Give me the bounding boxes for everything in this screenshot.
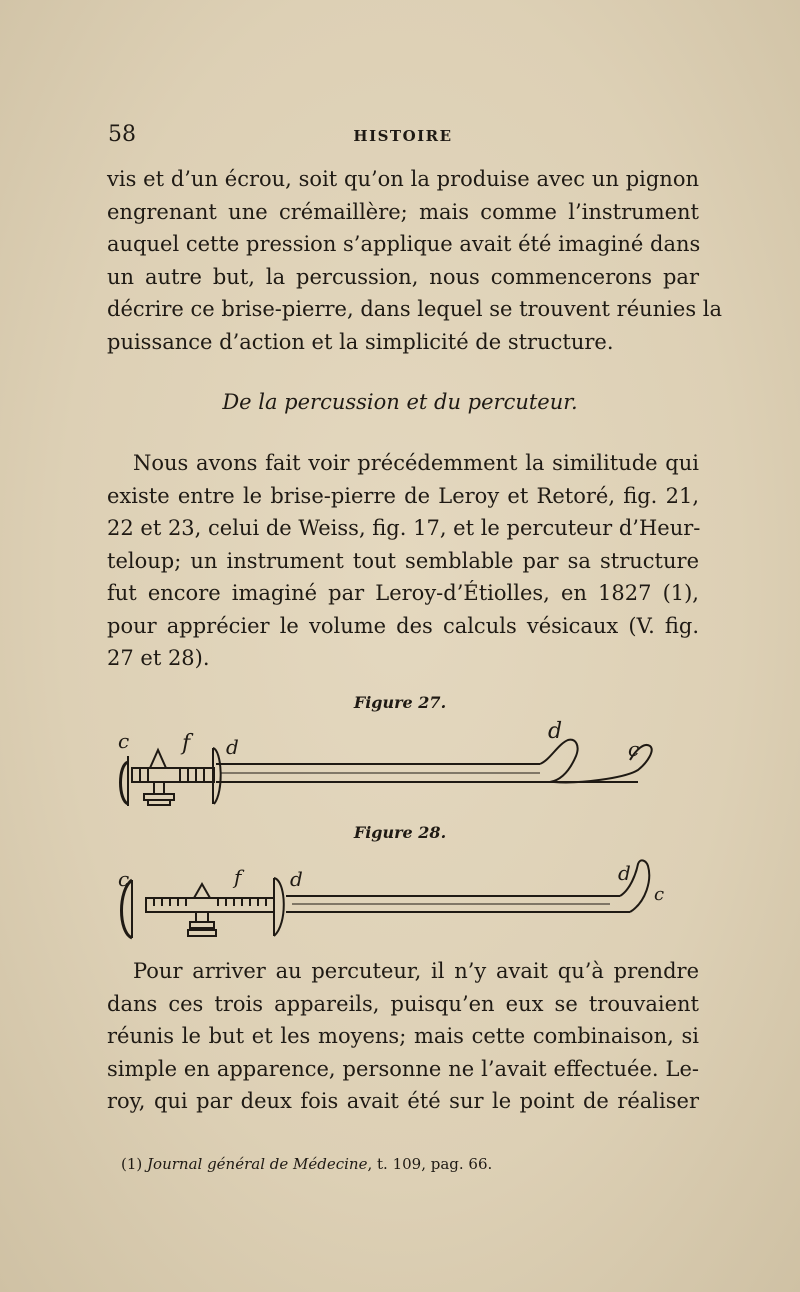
text-line: simple en apparence, personne ne l’avait effectuée. Le- (107, 1056, 699, 1081)
figure-27-caption: Figure 27. (353, 693, 447, 712)
text-line: Nous avons fait voir précédemment la similitude qui (133, 451, 699, 475)
label-d-top: d (548, 720, 563, 744)
text-line: réunis le but et les moyens; mais cette combinaison, si (107, 1024, 699, 1048)
label-c-left: c (118, 867, 130, 891)
label-f: f (234, 865, 242, 889)
figure-27-illustration (110, 720, 670, 810)
label-f: f (182, 731, 191, 756)
label-d-right: d (618, 861, 631, 885)
paragraph-2 (107, 447, 699, 675)
running-head: HISTOIRE (353, 127, 453, 145)
text-line: dans ces trois appareils, puisqu’en eux se trouvaient (107, 991, 699, 1016)
label-d-mid: d (290, 867, 303, 891)
text-line: pour apprécier le volume des calculs vésicaux (V. fig. (107, 613, 699, 638)
text-line: 22 et 23, celui de Weiss, fig. 17, et le percuteur d’Heur- (107, 516, 701, 540)
paragraph-3 (107, 955, 699, 1118)
label-d-mid: d (226, 735, 239, 759)
text-line: un autre but, la percussion, nous commencerons par (107, 264, 699, 289)
label-c-left: c (118, 729, 130, 753)
text-line: roy, qui par deux fois avait été sur le point de réaliser (107, 1089, 699, 1113)
label-c-right: c (628, 737, 640, 761)
footnote (121, 1155, 492, 1173)
section-title: De la percussion et du percuteur. (222, 390, 578, 414)
label-c-right: c (654, 884, 665, 905)
footnote-rest: , t. 109, pag. 66. (367, 1155, 493, 1173)
figure-28-caption: Figure 28. (353, 823, 447, 842)
text-line: vis et d’un écrou, soit qu’on la produise avec un pignon (107, 167, 699, 191)
text-line: existe entre le brise-pierre de Leroy et Retoré, fig. 21, (107, 483, 699, 508)
text-line: teloup; un instrument tout semblable par sa structure (107, 548, 699, 573)
page-number: 58 (108, 122, 136, 147)
paragraph-1 (107, 163, 723, 358)
text-line: 27 et 28). (107, 646, 210, 670)
page-header (108, 122, 698, 152)
text-line: auquel cette pression s’applique avait été imaginé dans (107, 232, 701, 256)
figure-28-illustration (110, 850, 680, 945)
text-line: engrenant une crémaillère; mais comme l’instrument (107, 199, 699, 224)
text-line: décrire ce brise-pierre, dans lequel se trouvent réunies la (107, 297, 723, 321)
text-line: puissance d’action et la simplicité de structure. (107, 329, 614, 354)
footnote-marker: (1) (121, 1155, 143, 1173)
footnote-source: Journal général de Médecine (147, 1155, 368, 1173)
text-line: Pour arriver au percuteur, il n’y avait qu’à prendre (133, 959, 699, 983)
text-line: fut encore imaginé par Leroy-d’Étiolles, en 1827 (1), (107, 581, 699, 605)
